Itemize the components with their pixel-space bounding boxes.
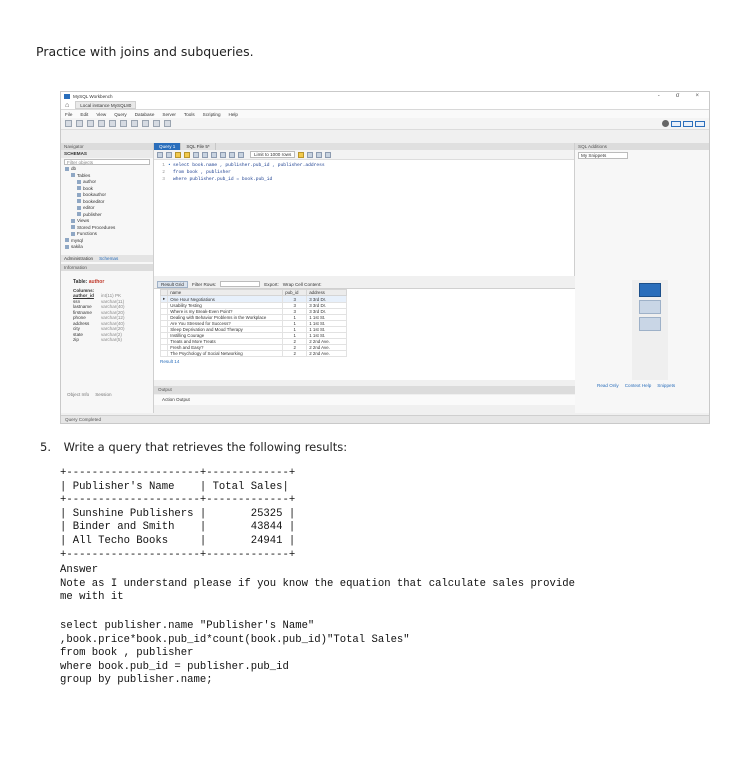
tab-object-info[interactable]: Object Info [67,392,90,397]
tree-item-label: editor [83,205,95,210]
table-border: +---------------------+-------------+ [60,494,296,507]
question [40,440,347,454]
new-sql-tab-icon[interactable] [65,120,72,127]
table-cell[interactable]: 2 [283,339,307,345]
table-cell[interactable]: Usability Testing [168,303,283,309]
result-toolbar [154,280,575,289]
column-name: author_id [73,293,94,298]
tree-node-icon [77,212,81,216]
workbench-screenshot [60,91,710,424]
line-number: 2 [162,170,165,175]
table-row: | Binder and Smith | 43844 | [60,521,296,534]
table-row[interactable] [161,296,347,303]
filter-rows-input[interactable] [220,281,260,287]
toggle-error-icon[interactable] [211,152,217,158]
column-name: lastname [73,304,92,309]
column-row [61,337,153,343]
side-result-grid-button[interactable] [639,283,661,297]
table-border: +---------------------+-------------+ [60,548,296,561]
tree-item-label: mysql [71,237,83,243]
column-name: phone [73,315,86,320]
right-footer-tabs [597,383,675,388]
filter-rows-label: Filter Rows: [191,281,217,287]
create-schema-icon[interactable] [98,120,105,127]
table-cell[interactable]: 1 [283,327,307,333]
column-type: varchar(40) [101,304,125,309]
menu-item-query[interactable]: Query [114,111,127,117]
tree-node-icon [77,186,81,190]
save-icon[interactable] [166,152,172,158]
table-cell[interactable]: Treats and More Treats [168,339,283,345]
line-number: 1 [162,163,165,168]
tree-item-label: publisher [83,211,102,217]
tree-item-label: author [83,179,97,184]
column-type: varchar(40) [101,320,125,326]
code-text: where publisher.pub_id = book.pub_id [173,177,273,182]
home-icon[interactable]: ⌂ [65,101,70,109]
export-label[interactable]: Export: [264,281,279,287]
tree-item-label: book [83,185,93,191]
row-marker: ▸ [161,296,168,303]
table-cell[interactable]: The Psychology of Social Networking [168,351,283,357]
sql-editor [154,143,575,276]
column-type: varchar(20) [101,309,125,315]
execute-icon[interactable] [175,152,181,158]
table-cell[interactable]: 1 [283,321,307,327]
inspector-icon[interactable] [87,120,94,127]
maximize-button[interactable]: σ [675,93,680,99]
tree-node-icon [77,180,81,184]
question-text: Write a query that retrieves the following results: [63,440,348,454]
table-cell[interactable]: Fresh and Easy? [168,345,283,351]
tab-snippets[interactable]: Snippets [657,383,676,388]
tab-sql-file[interactable]: SQL File 5* [181,143,215,150]
tab-context-help[interactable]: Context Help [624,383,652,388]
create-procedure-icon[interactable] [131,120,138,127]
table-border: +---------------------+-------------+ [60,467,296,479]
column-name: zip [73,337,79,342]
table-cell[interactable]: 1 1st St. [307,333,347,339]
tab-schemas[interactable]: Schemas [99,255,119,261]
table-name: author [88,278,105,285]
tree-item-label: db [71,166,77,171]
schemas-header: SCHEMAS [61,150,153,158]
table-cell[interactable]: 1 1st St. [307,327,347,333]
tree-node-icon [71,232,75,236]
column-type: varchar(2) [101,331,122,337]
column-type: varchar(11) [101,298,125,304]
create-function-icon[interactable] [142,120,149,127]
column-header-address[interactable]: address [307,290,347,296]
create-table-icon[interactable] [109,120,116,127]
tab-query-1[interactable]: Query 1 [154,143,181,150]
table-cell[interactable]: 3 3rd Dr. [307,296,347,303]
sql-additions-header: SQL Additions [575,143,710,150]
snippets-select[interactable]: My Snippets [578,152,628,159]
object-info-tabs [61,392,154,397]
menu-item-database[interactable]: Database [134,111,155,117]
answer-sql: select publisher.name "Publisher's Name" ,book.price*book.pub_id*count(book.pub_id)"Total Sales" from book , publisher where book.pub_id = publisher.pub_id group by publisher.name; [60,620,410,687]
tree-item-label: bookeditor [83,198,105,204]
open-sql-script-icon[interactable] [76,120,83,127]
result-side-buttons [632,280,668,380]
table-row[interactable] [161,315,347,321]
table-row: | Sunshine Publishers | 25325 | [60,507,296,520]
menu-item-scripting[interactable]: Scripting [202,111,221,117]
answer-heading: Answer [60,564,99,576]
columns-label: Columns: [73,287,95,293]
tree-node-icon [77,193,81,197]
connection-tabbar [61,101,709,110]
row-marker [161,351,168,357]
query-toolbar [154,150,574,160]
table-cell[interactable]: Instilling Courage [168,333,283,339]
menu-bar [61,110,709,118]
reconnect-icon[interactable] [164,120,171,127]
action-output-select[interactable]: Action Output [154,395,575,405]
tree-item-label: Tables [77,172,91,178]
filter-objects-input[interactable]: Filter objects [64,159,150,165]
table-info-title [61,271,153,285]
invisible-chars-icon[interactable] [316,152,322,158]
table-cell[interactable]: 1 [283,315,307,321]
side-field-types-button[interactable] [639,317,661,331]
tree-item[interactable] [61,244,153,251]
stop-icon[interactable] [202,152,208,158]
commit-icon[interactable] [220,152,226,158]
column-name: firstname [73,309,92,315]
table-cell[interactable]: Where is my Break-Even Point? [168,309,283,315]
table-cell[interactable]: 2 2nd Ave. [307,345,347,351]
navigator-panel [61,143,154,413]
table-cell[interactable]: 3 3rd Dr. [307,303,347,309]
beautify-icon[interactable] [298,152,304,158]
window-title: MySQL Workbench [73,94,113,99]
table-cell[interactable]: Sleep Deprivation and Mood Therapy [168,327,283,333]
question-number: 5. [40,440,51,454]
table-header-row: | Publisher's Name | Total Sales| [60,480,289,493]
menu-item-help[interactable]: Help [228,111,238,117]
toggle-secondary-sidebar-icon[interactable] [695,121,705,127]
result-grid [160,289,347,357]
table-cell[interactable]: 3 [283,309,307,315]
table-cell[interactable]: 2 [283,345,307,351]
navigator-header: Navigator [61,143,153,150]
find-icon[interactable] [307,152,313,158]
result-grid-tab[interactable]: Result Grid [157,281,188,288]
column-header-pub_id[interactable]: pub_id [283,290,307,296]
code-line [154,176,574,183]
tree-node-icon [77,206,81,210]
menu-item-view[interactable]: View [96,111,107,117]
toolbar-right [662,120,705,127]
tree-item-label: Views [77,218,90,223]
open-file-icon[interactable] [157,152,163,158]
main-toolbar [61,118,709,130]
table-cell[interactable]: Are You Stressed for Success? [168,321,283,327]
information-header: Information [61,264,153,271]
answer-note: Note as I understand please if you know the equation that calculate sales provide me with it [60,577,575,604]
result-panel [154,280,575,380]
table-cell[interactable]: One Hour Negotiations [168,296,283,303]
code-line [154,162,574,169]
explain-icon[interactable] [193,152,199,158]
tree-node-icon [65,167,69,171]
output-header: Output [154,386,575,394]
window-titlebar [61,92,709,101]
search-table-icon[interactable] [153,120,160,127]
menu-item-tools[interactable]: Tools [183,111,195,117]
line-number: 3 [162,177,165,182]
column-type: varchar(20) [101,326,125,331]
menu-item-file[interactable]: File [65,111,73,117]
column-header-name[interactable]: name [168,290,283,296]
expected-results-table [60,467,295,562]
table-cell[interactable]: Dealing with Behavior Problems in the Workplace [168,315,283,321]
tree-node-icon [65,245,69,249]
column-type: int(11) PK [101,293,122,298]
table-row: | All Techo Books | 24941 | [60,534,296,547]
intro-text: Practice with joins and subqueries. [36,44,254,59]
gear-icon[interactable] [662,120,669,127]
code-area[interactable] [154,160,574,183]
menu-item-server[interactable]: Server [162,111,176,117]
tree-item-label: sakila [71,244,83,249]
table-cell[interactable]: 1 1st St. [307,315,347,321]
code-text: select book.name , publisher.pub_id , publisher.address [173,163,325,168]
menu-item-edit[interactable]: Edit [80,111,89,117]
column-name: address [73,320,90,326]
tab-read-only[interactable]: Read Only [597,383,619,388]
wrap-cell-label[interactable]: Wrap Cell Content: [282,281,322,287]
window-controls [658,93,699,99]
code-text: from book , publisher [173,170,231,175]
side-form-editor-button[interactable] [639,300,661,314]
table-row[interactable] [161,351,347,357]
column-name: ssn [73,298,81,304]
tree-item-label: Functions [77,231,97,236]
limit-rows-select[interactable]: Limit to 1000 rows [250,151,295,158]
tab-session[interactable]: Session [95,392,112,397]
minimize-button[interactable]: - [657,93,660,99]
table-cell[interactable]: 2 [283,351,307,357]
column-name: city [73,326,80,331]
column-name: state [73,331,83,337]
tree-item-label: Stored Procedures [77,224,116,230]
workbench-logo-icon [64,94,70,99]
toggle-sidebar-icon[interactable] [671,121,681,127]
table-cell[interactable]: 1 [283,333,307,339]
rollback-icon[interactable] [229,152,235,158]
close-button[interactable]: × [695,93,699,99]
admin-schema-tabs [61,255,153,262]
tree-item-label: bookauthor [83,192,106,197]
tab-administration[interactable]: Administration [64,255,94,261]
table-cell[interactable]: 2 2nd Ave. [307,351,347,357]
column-type: varchar(12) [101,315,125,320]
tree-node-icon [71,225,75,229]
query-tabs [154,143,574,150]
line-marker: • [168,163,171,168]
tree-node-icon [65,238,69,242]
column-type: varchar(5) [101,337,122,342]
result-tab[interactable]: Result 14 [160,359,180,364]
wrap-lines-icon[interactable] [325,152,331,158]
answer-block [60,564,575,605]
connection-tab[interactable]: Local instance MySQL80 [75,101,136,109]
code-line [154,169,574,176]
toggle-output-icon[interactable] [683,121,693,127]
tree-node-icon [71,219,75,223]
create-view-icon[interactable] [120,120,127,127]
table-cell[interactable]: 3 [283,303,307,309]
columns-list [61,293,153,343]
table-cell[interactable]: 2 2nd Ave. [307,339,347,345]
table-label: Table: [73,278,88,285]
table-cell[interactable]: 1 1st St. [307,321,347,327]
tree-node-icon [71,173,75,177]
execute-statement-icon[interactable] [184,152,190,158]
table-cell[interactable]: 3 [283,296,307,303]
status-bar: Query Completed [61,415,710,423]
table-cell[interactable]: 3 3rd Dr. [307,309,347,315]
schema-tree [61,166,153,251]
autocommit-icon[interactable] [238,152,244,158]
tree-node-icon [77,199,81,203]
